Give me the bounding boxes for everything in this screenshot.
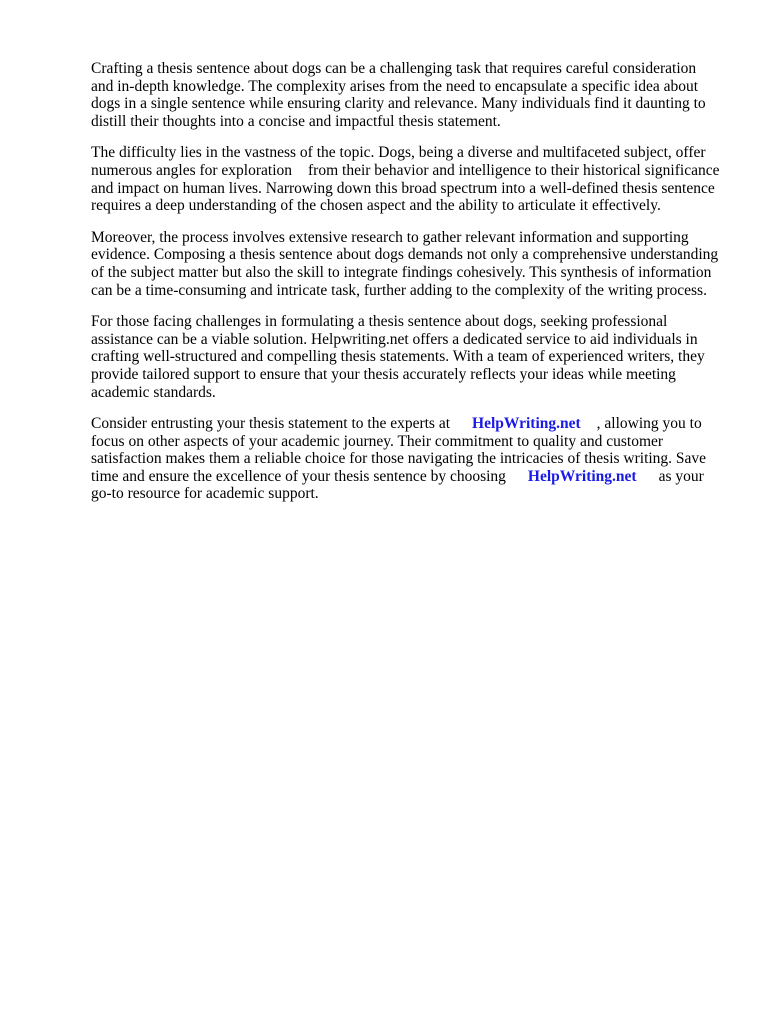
helpwriting-link-2[interactable]: HelpWriting.net [527, 467, 637, 485]
conclusion-text-3: as your go-to resource for academic support. [91, 467, 704, 503]
conclusion-text-2: , allowing you to focus on other aspects of your academic journey. Their commitment to quality and customer satisfaction makes them a reliable choice for those navigating the intricacies of thesis writing. Save time and ensure the excellence of your thesis sentence by choosing [91, 415, 707, 485]
conclusion-text-1: Consider entrusting your thesis statement to the experts at [91, 415, 451, 433]
helpwriting-link-1[interactable]: HelpWriting.net [472, 415, 581, 433]
paragraph-research: Moreover, the process involves extensive research to gather relevant information and supporting evidence. Composing a thesis sentence about dogs demands not only a comprehensive understanding of the subject matter but also the skill to integrate findings cohesively. This synthesis of information can be a time-consuming and intricate task, further adding to the complexity of the writing process. [91, 228, 719, 299]
document-page [91, 60, 731, 517]
paragraph-conclusion [91, 415, 731, 503]
paragraph-assistance: For those facing challenges in formulating a thesis sentence about dogs, seeking professional assistance can be a viable solution. Helpwriting.net offers a dedicated service to aid individuals in crafting well-structured and compelling thesis statements. With a team of experienced writers, they provide tailored support to ensure that your thesis accurately reflects your ideas while meeting academic standards. [91, 313, 705, 401]
paragraph-difficulty-part2: from their behavior and intelligence to their historical significance and impact on human lives. Narrowing down this broad spectrum into a well-defined thesis sentence requires a deep understanding of the chosen aspect and the ability to articulate it effectively. [91, 161, 720, 215]
paragraph-difficulty-part1: The difficulty lies in the vastness of the topic. Dogs, being a diverse and multifaceted subject, offer numerous angles for exploration [91, 144, 706, 179]
paragraph-difficulty [91, 144, 731, 214]
paragraph-intro: Crafting a thesis sentence about dogs can be a challenging task that requires careful consideration and in-depth knowledge. The complexity arises from the need to encapsulate a specific idea about dogs in a single sentence while ensuring clarity and relevance. Many individuals find it daunting to distill their thoughts into a concise and impactful thesis statement. [91, 60, 706, 130]
